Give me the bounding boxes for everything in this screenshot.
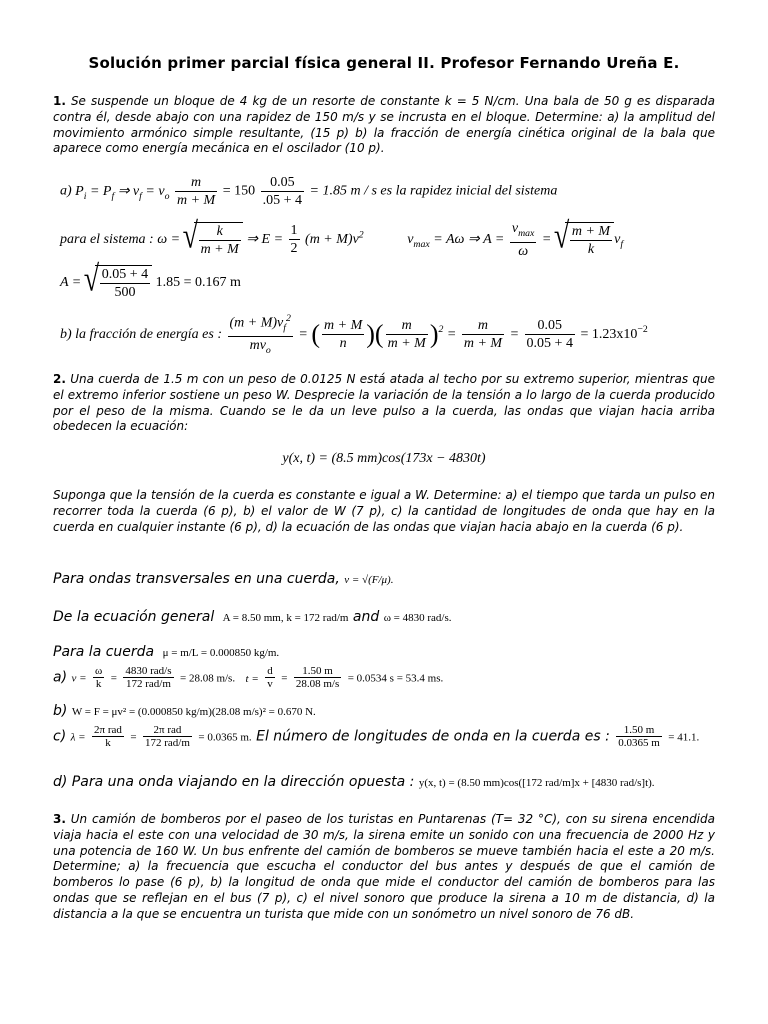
problem-2-number: 2. <box>53 372 66 386</box>
solution-c-text: El número de longitudes de onda en la cuerda es : <box>256 728 610 745</box>
problem-2-statement <box>53 372 715 435</box>
solution-a: a) v = $\frac{\omega}{k}$ = $\frac{\text{4830 rad/s}}{\text{172 rad/m}}$ = 28.08 m/s. t = $\frac{d}{v}$ = $\frac{1.50 m}{28.08 m/s}$ = 0.0534 s = 53.4 ms. <box>53 665 444 690</box>
solution-line-2-math-1: A = 8.50 mm, k = 172 rad/m <box>222 612 349 624</box>
solution-c: c) λ = $\frac{\text{2π rad}}{k}$ = $\frac{\text{2π rad}}{\text{172 rad/m}}$ = 0.0365 m. El número de longitudes de onda en la cuerda es : $\frac{1.50 m}{0.0365 m}$ = 41.1. <box>53 724 700 749</box>
solution-a-label: a) <box>53 669 68 686</box>
solution-line-1 <box>53 571 393 587</box>
solution-a-time: = 0.0534 s = 53.4 ms. <box>347 672 444 685</box>
equation-energy: para el sistema : ω = √ $\frac{k}{m + M}$ ⇒ E = $\frac{1}{2}$ $(m + M)v^2$ $v_{max} = A\omega$ ⇒ A = $\frac{v_{max}}{\omega}$ = √ $\frac{m + M}{k}$ $v_f$ <box>60 220 623 260</box>
solution-d-math: y(x, t) = (8.50 mm)cos([172 rad/m]x + [4830 rad/s]t). <box>418 777 655 789</box>
amplitude-label: A = <box>60 275 85 291</box>
problem-1-text: Se suspende un bloque de 4 kg de un resorte de constante k = 5 N/cm. Una bala de 50 g es disparada contra él, desde abajo con una rapidez de 150 m/s y se incrusta en el bloque. Determine: a) la amplitud del movimiento armónico simple resultante, (15 p) b) la fracción de energía cinética original de la bala que aparece como energía mecánica en el oscilador (10 p). <box>53 94 715 156</box>
solution-b-label: b) <box>53 703 68 719</box>
part-b-result: = 1.23x10 <box>580 326 638 342</box>
wave-equation: y(x, t) = (8.5 mm)cos(173x − 4830t) <box>282 451 486 466</box>
solution-line-3-text: Para la cuerda <box>53 644 155 660</box>
part-b-label: b) la fracción de energía es : <box>60 326 222 342</box>
solution-line-2-math-2: ω = 4830 rad/s. <box>383 612 452 624</box>
problem-3-number: 3. <box>53 812 66 826</box>
equation-amplitude: A = √ $\frac{0.05 + 4}{500}$ 1.85 = 0.167 m <box>60 265 241 301</box>
problem-3-statement <box>53 812 715 923</box>
solution-line-2 <box>53 609 452 625</box>
part-a-result: = 1.85 m / s es la rapidez inicial del sistema <box>309 183 558 199</box>
solution-c-result: = 41.1. <box>668 731 700 744</box>
solution-b <box>53 703 316 719</box>
solution-d <box>53 774 655 790</box>
problem-1-number: 1. <box>53 94 66 108</box>
solution-line-1-math: v = √(F/μ). <box>344 574 394 586</box>
solution-line-1-text: Para ondas transversales en una cuerda, <box>53 571 340 587</box>
page-title: Solución primer parcial física general II. Profesor Fernando Ureña E. <box>88 54 680 72</box>
problem-2-text: Una cuerda de 1.5 m con un peso de 0.0125 N está atada al techo por su extremo superior, mientras que el extremo inferior sostiene un peso W. Desprecie la variación de la tensión a lo largo de la cuerda producido por el peso de la misma. Cuando se le da un leve pulso a la cuerda, las ondas que viajan hacia arriba obedecen la ecuación: <box>53 372 715 434</box>
solution-b-math: W = F = μv² = (0.000850 kg/m)(28.08 m/s)² = 0.670 N. <box>71 706 316 718</box>
solution-c-label: c) <box>53 728 67 745</box>
equation-energy-fraction: b) la fracción de energía es : $\frac{(m + M)v_f^2}{mv_o}$ = ( $\frac{m + M}{n}$ )( $\frac{m}{m + M}$ )$^2$ = $\frac{m}{m + M}$ = $\frac{0.05}{0.05 + 4}$ = $1.23x10^{-2}$ <box>60 310 648 359</box>
solution-line-3-math: μ = m/L = 0.000850 kg/m. <box>162 647 280 659</box>
problem-3-text: Un camión de bomberos por el paseo de los turistas en Puntarenas (T= 32 °C), con su sirena encendida viaja hacia el este con una velocidad de 30 m/s, la sirena emite un sonido con una frecuencia de 2000 Hz y una potencia de 160 W. Un bus enfrente del camión de bomberos se mueve también hacia el este a 20 m/s. Determine; a) la frecuencia que escucha el conductor del bus antes y después de que el camión de bomberos lo pase (6 p), b) la longitud de onda que mide el conductor del camión de bomberos para las ondas que se reflejan en el bus (7 p), c) el nivel sonoro que produce la sirena a 10 m de distancia, d) la distancia a la que se encuentra un turista que mide con un sonómetro un nivel sonoro de 76 dB. <box>53 812 715 921</box>
equation-momentum: a) $P_i = P_f$ ⇒ $v_f = v_o$ $\frac{m}{m + M}$ = 150 $\frac{0.05}{.05 + 4}$ = 1.85 m / s es la rapidez inicial del sistema <box>60 175 558 208</box>
solution-c-wavelength: = 0.0365 m. <box>198 731 252 744</box>
problem-1-statement <box>53 94 715 157</box>
solution-line-3 <box>53 644 279 660</box>
system-label: para el sistema : <box>60 232 154 248</box>
solution-a-speed: = 28.08 m/s. <box>179 672 236 685</box>
amplitude-result: 1.85 = 0.167 m <box>155 275 241 291</box>
solution-line-2-text: De la ecuación general <box>53 609 215 625</box>
problem-2-questions: Suponga que la tensión de la cuerda es constante e igual a W. Determine: a) el tiempo que tarda un pulso en recorrer toda la cuerda (6 p), b) el valor de W (7 p), c) la cantidad de longitudes de onda que hay en la cuerda en cualquier instante (6 p), d) la ecuación de las ondas que viajan hacia abajo en la cuerda (6 p). <box>53 488 715 534</box>
solution-d-text: d) Para una onda viajando en la dirección opuesta : <box>53 774 415 790</box>
solution-line-2-and: and <box>352 609 380 625</box>
part-a-label: a) <box>60 183 72 199</box>
